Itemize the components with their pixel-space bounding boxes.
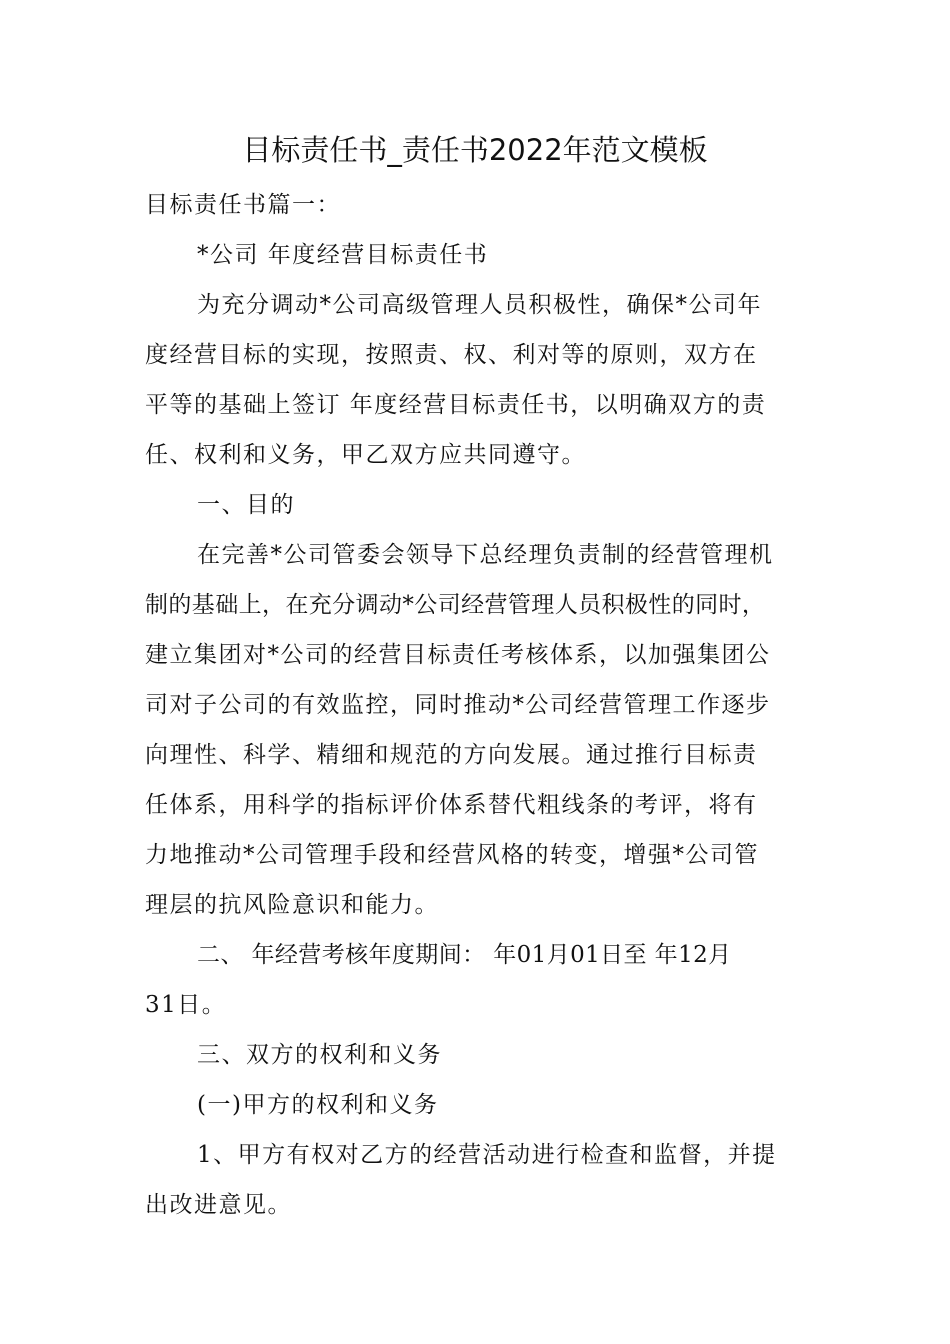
paragraph-line: 出改进意见。 — [145, 1192, 292, 1218]
section-heading: 三、双方的权利和义务 — [197, 1042, 442, 1068]
document-body — [145, 180, 810, 1230]
paragraph-line: 理层的抗风险意识和能力。 — [145, 892, 439, 918]
paragraph-line: 在完善*公司管委会领导下总经理负责制的经营管理机 — [197, 542, 774, 568]
paragraph-line: 制的基础上，在充分调动*公司经营管理人员积极性的同时， — [145, 592, 766, 618]
paragraph-line: 向理性、科学、精细和规范的方向发展。通过推行目标责 — [145, 742, 758, 768]
paragraph-line: 平等的基础上签订 年度经营目标责任书，以明确双方的责 — [145, 392, 767, 418]
paragraph-line: 为充分调动*公司高级管理人员积极性，确保*公司年 — [197, 292, 762, 318]
subtitle-line: *公司 年度经营目标责任书 — [197, 242, 489, 268]
paragraph-line: 建立集团对*公司的经营目标责任考核体系，以加强集团公 — [145, 642, 771, 668]
document-title: 目标责任书_责任书2022年范文模板 — [242, 133, 708, 167]
paragraph-line: 司对子公司的有效监控，同时推动*公司经营管理工作逐步 — [145, 692, 771, 718]
subsection-heading: (一)甲方的权利和义务 — [197, 1092, 439, 1118]
paragraph-line: 二、 年经营考核年度期间： 年01月01日至 年12月 — [197, 942, 732, 968]
paragraph-line: 31日。 — [145, 992, 227, 1018]
section-heading: 一、目的 — [197, 492, 295, 518]
paragraph-line: 任体系，用科学的指标评价体系替代粗线条的考评，将有 — [145, 792, 758, 818]
section-heading: 目标责任书篇一： — [145, 192, 341, 218]
paragraph-line: 力地推动*公司管理手段和经营风格的转变，增强*公司管 — [145, 842, 759, 868]
paragraph-line: 度经营目标的实现，按照责、权、利对等的原则，双方在 — [145, 342, 758, 368]
paragraph-line: 任、权利和义务，甲乙双方应共同遵守。 — [145, 442, 586, 468]
paragraph-line: 1、甲方有权对乙方的经营活动进行检查和监督，并提 — [197, 1142, 777, 1168]
